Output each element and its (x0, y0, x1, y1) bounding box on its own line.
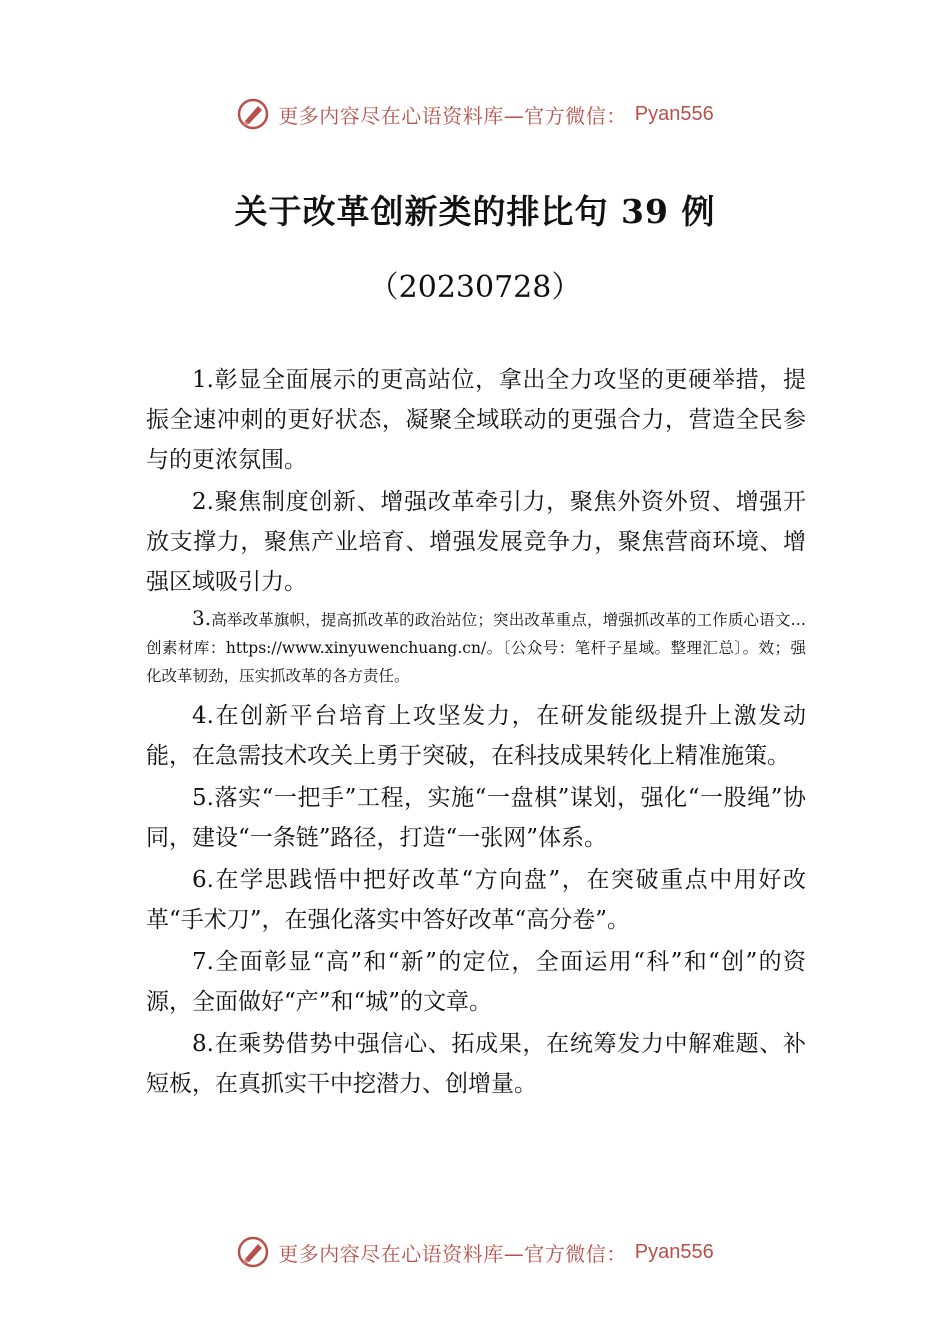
paragraph-8: 8.在乘势借势中强信心、拓成果，在统筹发力中解难题、补短板，在真抓实干中挖潜力、创增量。 (146, 1031, 806, 1097)
wechat-id: Pyan556 (634, 102, 714, 125)
pen-logo-icon (236, 97, 270, 131)
paragraph-3-text: 高举改革旗帜，提高抓改革的政治站位；突出改革重点，增强抓改革的工作质心语文…创素材库：https://www.xinyuwenchuang.cn/。〔公众号：笔杆子星域。整理汇总〕。效；强化改革韧劲，压实抓改革的各方责任。 (146, 611, 806, 685)
paragraph-5: 5.落实“一把手”工程，实施“一盘棋”谋划，强化“一股绳”协同，建设“一条链”路径，打造“一张网”体系。 (146, 785, 806, 851)
document-title: 关于改革创新类的排比句 39 例 (234, 192, 716, 231)
paragraph-4: 4.在创新平台培育上攻坚发力，在研发能级提升上激发动能，在急需技术攻关上勇于突破，在科技成果转化上精准施策。 (146, 703, 806, 769)
paragraph-6: 6.在学思践悟中把好改革“方向盘”，在突破重点中用好改革“手术刀”，在强化落实中答好改革“高分卷”。 (146, 867, 806, 933)
paragraph-1: 1.彰显全面展示的更高站位，拿出全力攻坚的更硬举措，提振全速冲刺的更好状态，凝聚全域联动的更强合力，营造全民参与的更浓氛围。 (146, 367, 806, 473)
document-body (146, 360, 806, 1106)
banner-text: 更多内容尽在心语资料库—官方微信： (278, 1241, 627, 1266)
wechat-id: Pyan556 (634, 1240, 714, 1263)
banner-text: 更多内容尽在心语资料库—官方微信： (278, 103, 627, 128)
paragraph-3 (146, 604, 806, 690)
paragraph-3-number: 3. (192, 606, 212, 630)
paragraph-2: 2.聚焦制度创新、增强改革牵引力，聚焦外资外贸、增强开放支撑力，聚焦产业培育、增强发展竞争力，聚焦营商环境、增强区域吸引力。 (146, 489, 806, 595)
header-banner (0, 94, 950, 134)
paragraph-7: 7.全面彰显“高”和“新”的定位，全面运用“科”和“创”的资源，全面做好“产”和“城”的文章。 (146, 949, 806, 1015)
document-date: （20230728） (368, 270, 582, 305)
pen-logo-icon (236, 1235, 270, 1269)
footer-banner (0, 1232, 950, 1272)
